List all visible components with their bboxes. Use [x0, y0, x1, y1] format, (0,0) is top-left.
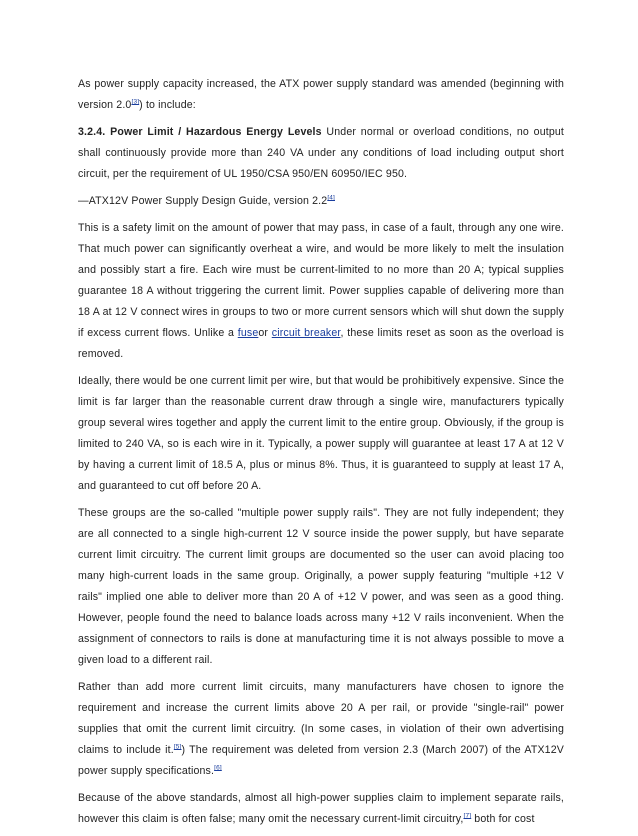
link-circuit-breaker[interactable]: circuit breaker [271, 327, 341, 339]
quote-citation: —ATX12V Power Supply Design Guide, version 2.2[4] [78, 194, 335, 207]
paragraph-safety-limit: This is a safety limit on the amount of power that may pass, in case of a fault, through any one wire. That much power can significantly overheat a wire, and would be more likely to melt the insulation and possibly start a fire. Each wire must be current-limited to no more than 20 A; typical supplies guarantee 18 A without triggering the current limit. Power supplies capable of delivering more than 18 A at 12 V connect wires in groups to two or more current sensors which will shut down the supply if excess current flows. Unlike a fuseor circuit breaker, these limits reset as soon as the overload is removed. [78, 222, 564, 360]
paragraph-single-rail: Rather than add more current limit circuits, many manufacturers have chosen to ignore the requirement and increase the current limits above 20 A per rail, or provide "single-rail" power supplies that omit the current limit circuitry. (In some cases, in violation of their own advertising claims to include it.[5]) The requirement was deleted from version 2.3 (March 2007) of the ATX12V power supply specifications.[6] [78, 681, 564, 777]
paragraph-standards: Because of the above standards, almost all high-power supplies claim to implement separate rails, however this claim is often false; many omit the necessary current-limit circuitry,[7] both for cost [78, 792, 564, 825]
spec-quote: 3.2.4. Power Limit / Hazardous Energy Levels Under normal or overload conditions, no output shall continuously provide more than 240 VA under any conditions of load including output short circuit, per the requirement of UL 1950/CSA 950/EN 60950/IEC 950. [78, 126, 565, 180]
quote-heading: 3.2.4. Power Limit / Hazardous Energy Levels [78, 126, 322, 138]
paragraph-multiple-rails: These groups are the so-called "multiple power supply rails". They are not fully independent; they are all connected to a single high-current 12 V source inside the power supply, but have separate current limit circuitry. The current limit groups are documented so the user can avoid placing too many high-current loads in the same group. Originally, a power supply featuring "multiple +12 V rails" implied one able to deliver more than 20 A of +12 V power, and was seen as a good thing. However, people found the need to balance loads across many +12 V rails inconvenient. When the assignment of connectors to rails is done at manufacturing time it is not always possible to move a given load to a different rail. [78, 507, 564, 666]
reference-7[interactable]: [7] [463, 812, 472, 820]
reference-6[interactable]: [6] [214, 764, 222, 772]
reference-4[interactable]: [4] [327, 194, 335, 202]
paragraph-intro: As power supply capacity increased, the ATX power supply standard was amended (beginning with version 2.0[3]) to include: [78, 78, 564, 111]
reference-3[interactable]: [3] [131, 98, 140, 106]
link-fuse[interactable]: fuse [237, 327, 259, 339]
reference-5[interactable]: [5] [173, 743, 182, 751]
document-page [78, 74, 564, 836]
paragraph-current-limit: Ideally, there would be one current limit per wire, but that would be prohibitively expensive. Since the limit is far larger than the reasonable current draw through a single wire, manufacturers typically group several wires together and apply the current limit to the entire group. Obviously, if the group is limited to 240 VA, so is each wire in it. Typically, a power supply will guarantee at least 17 A at 12 V by having a current limit of 18.5 A, plus or minus 8%. Thus, it is guaranteed to supply at least 17 A, and guaranteed to cut off before 20 A. [78, 375, 564, 492]
